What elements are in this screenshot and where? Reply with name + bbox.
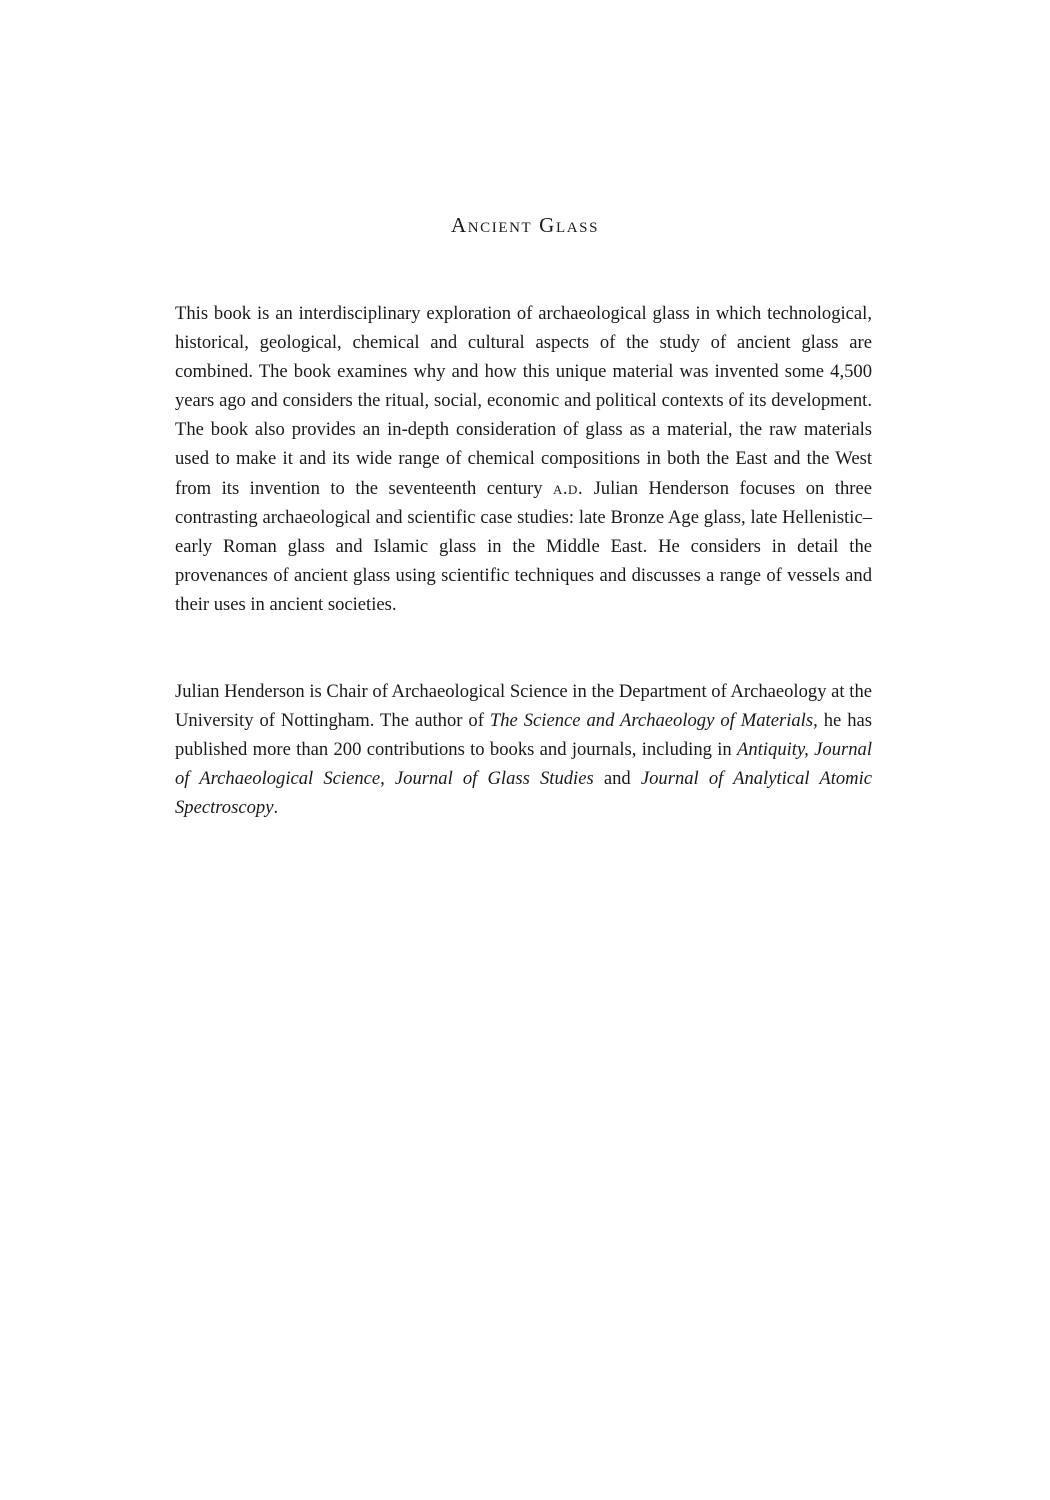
book-title-italic: The Science and Archaeology of Materials: [489, 710, 814, 732]
journal-list-italic: Antiquity, Journal of Archaeological Science, Journal of Glass Studies: [175, 739, 872, 790]
last-journal-italic: Journal of Analytical Atomic Spectroscopy: [175, 768, 872, 819]
description-text-continued: Julian Henderson focuses on three contrasting archaeological and scientific case studies: late Bronze Age glass, late Hellenistic–early Roman glass and Islamic glass in the Middle East. He considers in detail the provenances of ancient glass using scientific techniques and discusses a range of vessels and their uses in ancient societies.: [175, 477, 872, 615]
author-bio: [175, 677, 872, 822]
bio-and: and: [593, 768, 641, 790]
era-abbreviation: a.d.: [553, 477, 584, 499]
bio-end: .: [273, 797, 279, 819]
bio-intro: Julian Henderson is Chair of Archaeological Science in the Department of Archaeology at the University of Nottingham. The author of: [175, 681, 872, 732]
page-title: Ancient Glass: [450, 213, 600, 237]
book-description: [175, 299, 872, 619]
description-text: This book is an interdisciplinary exploration of archaeological glass in which technological, historical, geological, chemical and cultural aspects of the study of ancient glass are combined. The book examines why and how this unique material was invented some 4,500 years ago and considers the ritual, social, economic and political contexts of its development. The book also provides an in-depth consideration of glass as a material, the raw materials used to make it and its wide range of chemical compositions in both the East and the West from its invention to the seventeenth century: [175, 303, 872, 499]
bio-middle: , he has published more than 200 contributions to books and journals, including in: [175, 710, 873, 761]
